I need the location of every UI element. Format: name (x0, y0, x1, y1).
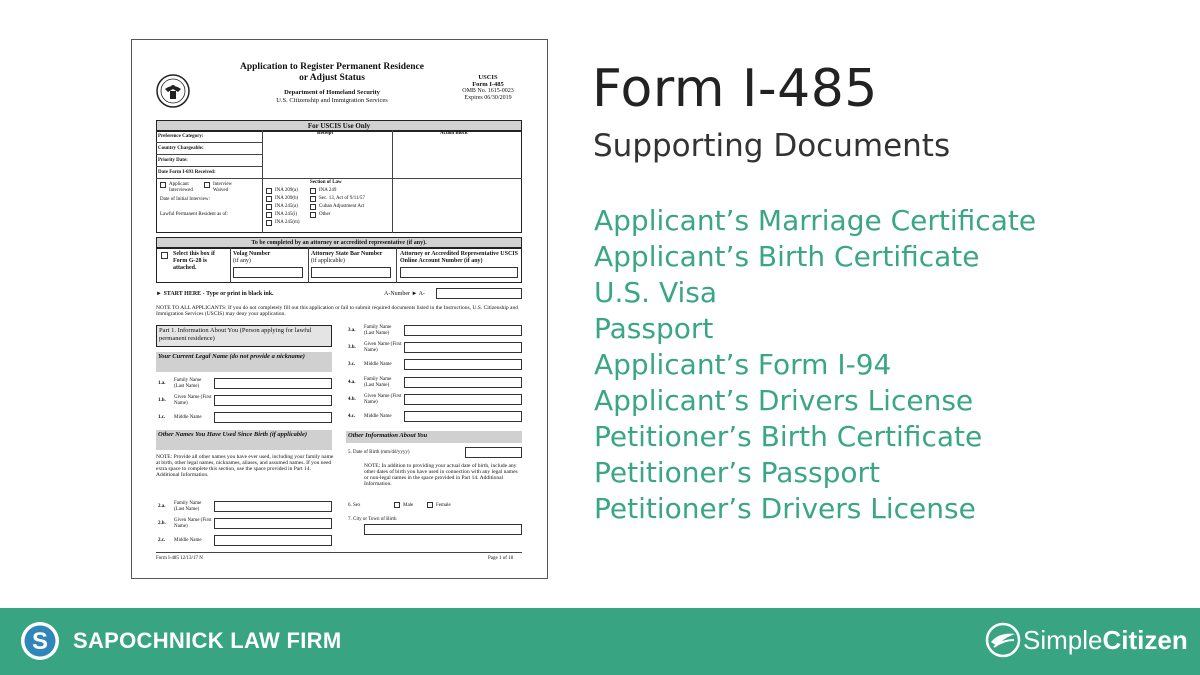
name-input[interactable] (404, 377, 522, 388)
form-title (232, 62, 432, 84)
form-omb: OMB No. 1615-0023 (462, 88, 514, 94)
field-number: 4.b. (348, 397, 356, 402)
name-input[interactable] (214, 395, 332, 406)
name-input[interactable] (214, 535, 332, 546)
law-checkbox[interactable] (310, 204, 316, 210)
name-input[interactable] (404, 342, 522, 353)
field-label: Given Name (First Name) (174, 395, 212, 406)
law-label: Cuban Adjustment Act (319, 204, 365, 209)
field-number: 4.a. (348, 380, 356, 385)
section-of-law-label: Section of Law (310, 180, 342, 185)
dob-input[interactable] (465, 447, 522, 458)
field-number: 3.a. (348, 328, 356, 333)
sapochnick-logo-icon (20, 621, 60, 661)
bar-number-label: Attorney State Bar Number (311, 251, 383, 257)
field-number: 2.b. (158, 521, 166, 526)
name-input[interactable] (214, 518, 332, 529)
uscis-use-only-bar: For USCIS Use Only (156, 120, 522, 132)
other-names-heading: Other Names You Have Used Since Birth (if applicable) (156, 430, 332, 450)
priority-label: Priority Date: (158, 158, 188, 163)
document-item: Applicant’s Birth Certificate (594, 240, 980, 273)
brand-bold: Citizen (1102, 625, 1188, 655)
applicant-interviewed-checkbox[interactable] (160, 182, 166, 188)
dob-note: NOTE: In addition to providing your actual date of birth, include any other dates of birth you have used in connection with any legal names or non-legal names in the space provided in Part 14. Additional Information. (364, 463, 518, 487)
g28-checkbox[interactable] (161, 252, 168, 259)
document-item: U.S. Visa (594, 276, 718, 309)
form-agency (232, 89, 432, 105)
law-checkbox[interactable] (310, 196, 316, 202)
form-footer-right: Page 1 of 18 (488, 556, 514, 561)
field-label: Family Name (Last Name) (174, 501, 202, 512)
law-checkbox[interactable] (310, 188, 316, 194)
field-number: 2.a. (158, 504, 166, 509)
field-label: Middle Name (174, 415, 202, 420)
simplecitizen-wordmark (1023, 625, 1188, 655)
field-number: 1.a. (158, 381, 166, 386)
slide-subtitle: Supporting Documents (593, 128, 951, 164)
form-dept: Department of Homeland Security (284, 89, 380, 96)
document-item: Applicant’s Marriage Certificate (594, 204, 1037, 237)
document-item: Petitioner’s Drivers License (594, 492, 976, 525)
dob-label: 5. Date of Birth (mm/dd/yyyy) (348, 450, 410, 455)
field-number: 3.c. (348, 362, 356, 367)
date-received-label: Date Form I-693 Received: (158, 170, 216, 175)
form-omb-block (443, 74, 533, 102)
city-label: 7. City or Town of Birth (348, 517, 397, 522)
form-expires: Expires 06/30/2019 (464, 95, 512, 101)
field-label: Given Name (First Name) (364, 394, 402, 405)
firm-name: SAPOCHNICK LAW FIRM (73, 628, 342, 653)
document-item: Petitioner’s Birth Certificate (594, 420, 983, 453)
name-input[interactable] (404, 411, 522, 422)
female-checkbox[interactable] (427, 502, 433, 508)
document-item: Applicant’s Drivers License (594, 384, 974, 417)
volag-sub-label: (if any) (233, 258, 251, 264)
law-label: INA 209(b) (275, 196, 299, 201)
female-label: Female (436, 503, 451, 508)
form-number: Form I-485 (472, 81, 504, 88)
law-checkbox[interactable] (266, 188, 272, 194)
online-account-label: Attorney or Accredited Representative USCIS Online Account Number (if any) (400, 251, 518, 264)
field-label: Family Name (Last Name) (364, 325, 392, 336)
law-label: INA 245(a) (275, 204, 298, 209)
interview-waived-label: Interview Waived (213, 182, 233, 193)
law-checkbox[interactable] (266, 196, 272, 202)
name-input[interactable] (404, 359, 522, 370)
male-label: Male (403, 503, 414, 508)
field-number: 3.b. (348, 345, 356, 350)
male-checkbox[interactable] (394, 502, 400, 508)
a-number-input[interactable] (436, 288, 522, 299)
note-all-applicants: NOTE TO ALL APPLICANTS: If you do not completely fill out this application or fail to submit required documents listed in the Instructions, U.S. Citizenship and Immigration Services (USCIS) may deny your application. (156, 305, 518, 317)
name-input[interactable] (214, 412, 332, 423)
document-item: Petitioner’s Passport (594, 456, 880, 489)
name-input[interactable] (404, 394, 522, 405)
field-number: 1.b. (158, 398, 166, 403)
footer-bar (0, 608, 1200, 675)
sapochnick-logo-letter: S (31, 628, 49, 655)
name-input[interactable] (404, 325, 522, 336)
field-label: Family Name (Last Name) (364, 377, 392, 388)
field-label: Family Name (Last Name) (174, 378, 202, 389)
city-input[interactable] (364, 524, 522, 535)
law-label: INA 249 (319, 188, 337, 193)
slide-title: Form I-485 (592, 59, 878, 119)
sex-label: 6. Sex (348, 503, 361, 508)
law-checkbox[interactable] (266, 212, 272, 218)
attorney-bar: To be completed by an attorney or accredited representative (if any). (156, 237, 522, 249)
field-label: Given Name (First Name) (174, 518, 212, 529)
online-account-input[interactable] (400, 267, 518, 278)
pref-category-label: Preference Category: (158, 134, 204, 139)
name-input[interactable] (214, 501, 332, 512)
form-agency-name: U.S. Citizenship and Immigration Services (276, 97, 388, 104)
field-number: 2.c. (158, 538, 166, 543)
bar-number-input[interactable] (311, 267, 391, 278)
field-label: Given Name (First Name) (364, 342, 402, 353)
form-title-line2: or Adjust Status (299, 73, 365, 83)
documents-list (594, 203, 1036, 527)
law-label: Other (319, 212, 331, 217)
volag-input[interactable] (233, 267, 303, 278)
volag-label: Volag Number (233, 251, 271, 257)
interview-waived-checkbox[interactable] (204, 182, 210, 188)
law-checkbox[interactable] (266, 204, 272, 210)
country-label: Country Chargeable: (158, 146, 204, 151)
form-title-line1: Application to Register Permanent Residence (240, 62, 424, 72)
brand-plain: Simple (1023, 625, 1103, 655)
document-item: Passport (594, 312, 714, 345)
name-input[interactable] (214, 378, 332, 389)
law-checkbox[interactable] (266, 220, 272, 226)
document-item: Applicant’s Form I-94 (594, 348, 892, 381)
form-page-image (131, 39, 548, 579)
form-footer-left: Form I-485 12/13/17 N (156, 556, 203, 561)
other-info-heading: Other Information About You (346, 431, 522, 443)
field-number: 4.c. (348, 414, 356, 419)
law-label: INA 245(i) (275, 212, 298, 217)
form-uscis: USCIS (478, 74, 498, 81)
a-number-label: A-Number ► A- (384, 291, 425, 297)
field-label: Middle Name (364, 414, 392, 419)
receipt-label: Receipt (317, 131, 334, 136)
applicant-interviewed-label: Applicant Interviewed (169, 182, 193, 193)
law-label: INA 245(m) (275, 220, 300, 225)
current-name-heading: Your Current Legal Name (do not provide a nickname) (156, 352, 332, 372)
simplecitizen-logo-icon (985, 622, 1021, 658)
law-label: Sec. 13, Act of 9/11/57 (319, 196, 365, 201)
field-label: Middle Name (364, 362, 392, 367)
action-block-label: Action Block (440, 131, 468, 136)
lawful-pr-label: Lawful Permanent Resident as of: (160, 212, 229, 217)
field-label: Middle Name (174, 538, 202, 543)
other-names-note: NOTE: Provide all other names you have ever used, including your family name at birth, other legal names, nicknames, aliases, and assumed names. If you need extra space to complete this section, use the space provided in Part 14. Additional Information. (156, 454, 334, 478)
dhs-seal-icon (156, 74, 190, 108)
field-number: 1.c. (158, 415, 166, 420)
law-label: INA 209(a) (275, 188, 298, 193)
law-checkbox[interactable] (310, 212, 316, 218)
initial-interview-label: Date of Initial Interview: (160, 197, 210, 202)
part1-heading: Part 1. Information About You (Person applying for lawful permanent residence) (156, 325, 332, 347)
g28-label: Select this box if Form G-28 is attached. (173, 251, 215, 271)
start-here-label: ► START HERE - Type or print in black ink. (156, 291, 274, 297)
bar-sub-label: (if applicable) (311, 258, 345, 264)
